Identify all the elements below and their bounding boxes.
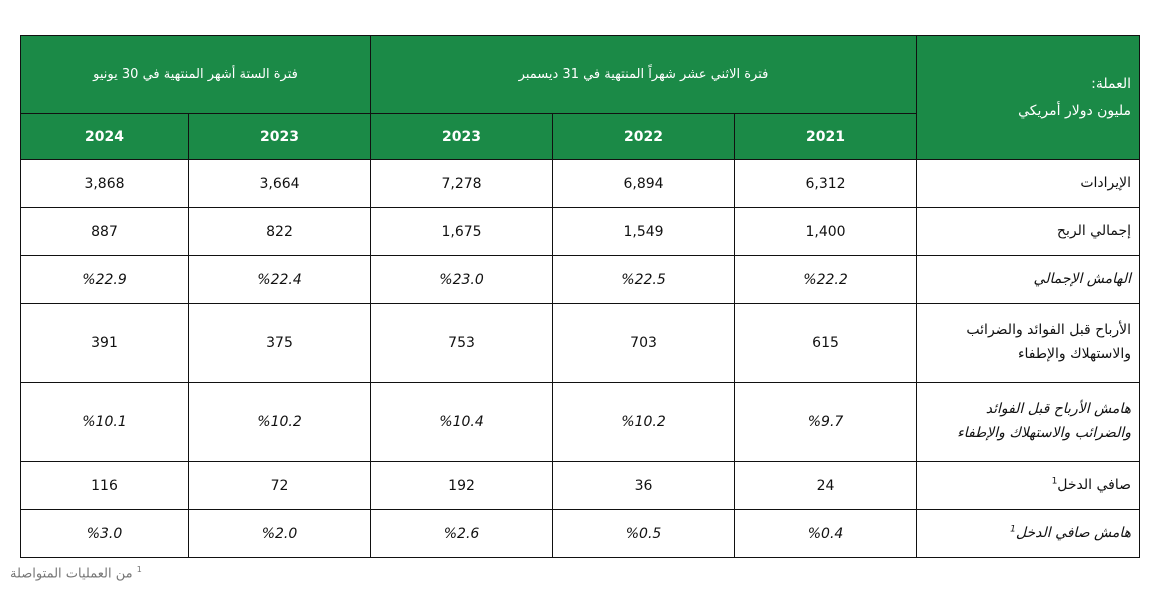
table-cell: 887 (21, 208, 189, 256)
row-label-gross-margin: الهامش الإجمالي (917, 256, 1140, 304)
table-row-gross-margin (21, 256, 1140, 304)
table-cell: 6,894 (553, 160, 735, 208)
table-cell: 1,549 (553, 208, 735, 256)
currency-value: مليون دولار أمريكي (1018, 102, 1132, 119)
table-row-gross-profit (21, 208, 1140, 256)
table-cell: 36 (553, 462, 735, 510)
table-cell: %10.2 (189, 383, 371, 462)
year-header-2023-annual: 2023 (371, 114, 553, 160)
table-cell: %23.0 (371, 256, 553, 304)
year-header-2021: 2021 (735, 114, 917, 160)
table-cell: %22.9 (21, 256, 189, 304)
table-cell: %10.1 (21, 383, 189, 462)
table-cell: 7,278 (371, 160, 553, 208)
table-cell: %22.4 (189, 256, 371, 304)
table-cell: %10.4 (371, 383, 553, 462)
row-label-net-income-margin: هامش صافي الدخل$^1$ (917, 510, 1140, 558)
row-label-net-income: صافي الدخل$^1$ (917, 462, 1140, 510)
year-header-2022: 2022 (553, 114, 735, 160)
footnote-text: من العمليات المتواصلة (10, 566, 133, 582)
table-cell: 615 (735, 304, 917, 383)
table-cell: 116 (21, 462, 189, 510)
table-cell: %9.7 (735, 383, 917, 462)
table-cell: %0.5 (553, 510, 735, 558)
table-cell: 822 (189, 208, 371, 256)
header-row-periods (21, 36, 1140, 114)
table-cell: 3,664 (189, 160, 371, 208)
footnote-marker: 1 (1051, 475, 1058, 486)
table-cell: %2.6 (371, 510, 553, 558)
table-row-ebitda (21, 304, 1140, 383)
table-cell: %3.0 (21, 510, 189, 558)
table-row-revenue (21, 160, 1140, 208)
table-row-net-income (21, 462, 1140, 510)
table-cell: 1,675 (371, 208, 553, 256)
year-header-2023-h1: 2023 (189, 114, 371, 160)
table-cell: %2.0 (189, 510, 371, 558)
table-cell: %0.4 (735, 510, 917, 558)
table-cell: 192 (371, 462, 553, 510)
period-six-months-header: فترة الستة أشهر المنتهية في 30 يونيو (21, 36, 371, 114)
table-cell: %10.2 (553, 383, 735, 462)
table-cell: 1,400 (735, 208, 917, 256)
table-cell: 72 (189, 462, 371, 510)
table-cell: 703 (553, 304, 735, 383)
currency-header-cell (917, 36, 1140, 160)
footnote (10, 565, 142, 581)
table-cell: 3,868 (21, 160, 189, 208)
financial-summary-table (20, 35, 1140, 558)
table-cell: %22.5 (553, 256, 735, 304)
table-cell: 375 (189, 304, 371, 383)
row-label-gross-profit: إجمالي الربح (917, 208, 1140, 256)
table-row-net-income-margin (21, 510, 1140, 558)
table-cell: 24 (735, 462, 917, 510)
row-label-revenue: الإيرادات (917, 160, 1140, 208)
table-cell: 6,312 (735, 160, 917, 208)
financial-summary-table-wrap (20, 35, 1139, 558)
table-cell: 391 (21, 304, 189, 383)
footnote-marker: 1 (136, 565, 142, 574)
row-label-ebitda: الأرباح قبل الفوائد والضرائب والاستهلاك والإطفاء (917, 304, 1140, 383)
year-header-2024-h1: 2024 (21, 114, 189, 160)
period-twelve-months-header: فترة الاثني عشر شهراً المنتهية في 31 ديسمبر (371, 36, 917, 114)
table-row-ebitda-margin (21, 383, 1140, 462)
table-cell: %22.2 (735, 256, 917, 304)
currency-label: العملة: (1091, 75, 1132, 92)
table-cell: 753 (371, 304, 553, 383)
footnote-marker: 1 (1010, 523, 1016, 534)
row-label-ebitda-margin: هامش الأرباح قبل الفوائد والضرائب والاستهلاك والإطفاء (917, 383, 1140, 462)
